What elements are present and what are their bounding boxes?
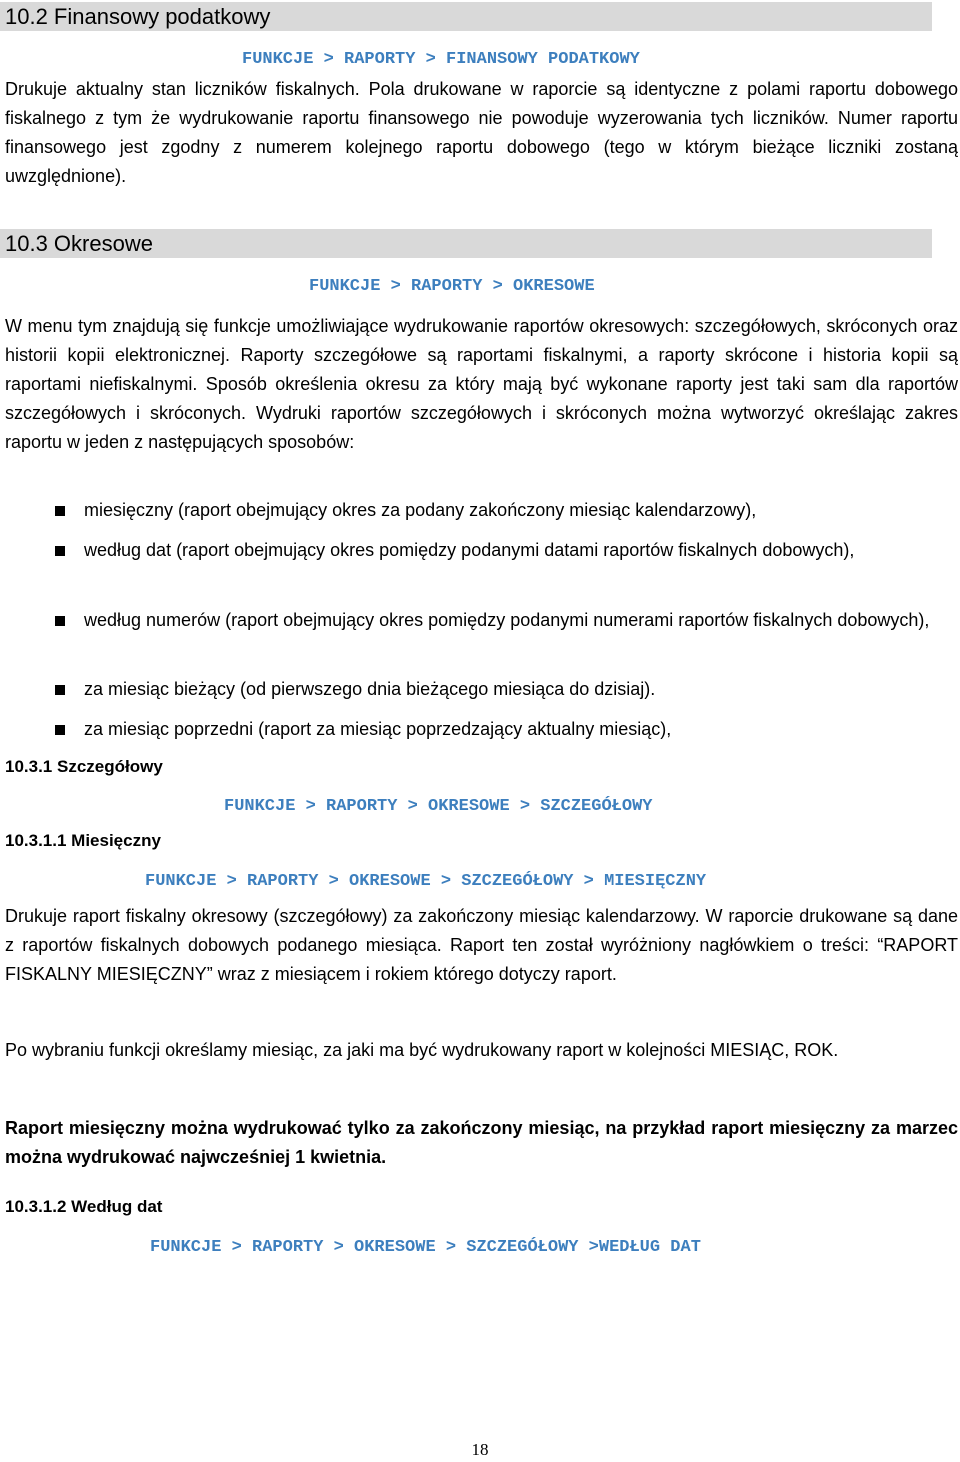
list-item: za miesiąc poprzedni (raport za miesiąc poprzedzający aktualny miesiąc),	[84, 719, 672, 739]
section-title: 10.3 Okresowe	[5, 231, 153, 256]
subsection-title: 10.3.1.1 Miesięczny	[5, 831, 161, 850]
subsection-title: 10.3.1.2 Według dat	[5, 1197, 163, 1216]
paragraph: W menu tym znajdują się funkcje umożliwiające wydrukowanie raportów okresowych: szczegółowych, skróconych oraz historii kopii elektronicznej. Raporty szczegółowe są raportami fiskalnymi, a raporty skrócone i historia kopii są raportami niefiskalnymi. Sposób określenia okresu za który mają być wykonane raporty jest taki sam dla raportów szczegółowych i skróconych. Wydruki raportów szczegółowych i skróconych można wytworzyć określając zakres raportu w jeden z następujących sposobów:	[5, 316, 958, 452]
list-item: według numerów (raport obejmujący okres pomiędzy podanymi numerami raportów fiskalnych dobowych),	[84, 610, 930, 630]
menu-path: FUNKCJE > RAPORTY > FINANSOWY PODATKOWY	[242, 50, 640, 69]
menu-path: FUNKCJE > RAPORTY > OKRESOWE	[309, 277, 595, 296]
paragraph: Drukuje aktualny stan liczników fiskalnych. Pola drukowane w raporcie są identyczne z polami raportu dobowego fiskalnego z tym że wydrukowanie raportu finansowego nie powoduje wyzerowania tych liczników. Numer raportu finansowego jest zgodny z numerem kolejnego raportu dobowego (tego w którym bieżące liczniki zostaną uwzględnione).	[5, 79, 958, 186]
menu-path: FUNKCJE > RAPORTY > OKRESOWE > SZCZEGÓŁOWY > MIESIĘCZNY	[145, 872, 707, 891]
note-paragraph: Raport miesięczny można wydrukować tylko za zakończony miesiąc, na przykład raport miesięczny za marzec można wydrukować najwcześniej 1 kwietnia.	[5, 1118, 958, 1167]
section-title: 10.2 Finansowy podatkowy	[5, 4, 271, 29]
menu-path: FUNKCJE > RAPORTY > OKRESOWE > SZCZEGÓŁOWY >WEDŁUG DAT	[150, 1238, 701, 1257]
section-heading-band	[0, 2, 932, 31]
bullet-square-icon	[55, 616, 65, 626]
list-item: według dat (raport obejmujący okres pomiędzy podanymi datami raportów fiskalnych dobowych),	[84, 540, 855, 560]
subsection-title: 10.3.1 Szczegółowy	[5, 757, 163, 776]
list-item: miesięczny (raport obejmujący okres za podany zakończony miesiąc kalendarzowy),	[84, 500, 757, 520]
bullet-square-icon	[55, 725, 65, 735]
page-number: 18	[471, 1440, 489, 1459]
bullet-square-icon	[55, 546, 65, 556]
paragraph: Drukuje raport fiskalny okresowy (szczegółowy) za zakończony miesiąc kalendarzowy. W raporcie drukowane są dane z raportów fiskalnych dobowych podanego miesiąca. Raport ten został wyróżniony nagłówkiem o treści: “RAPORT FISKALNY MIESIĘCZNY” wraz z miesiącem i rokiem którego dotyczy raport.	[5, 906, 958, 984]
menu-path: FUNKCJE > RAPORTY > OKRESOWE > SZCZEGÓŁOWY	[224, 797, 653, 816]
paragraph: Po wybraniu funkcji określamy miesiąc, za jaki ma być wydrukowany raport w kolejności MIESIĄC, ROK.	[5, 1040, 839, 1060]
bullet-square-icon	[55, 685, 65, 695]
list-item: za miesiąc bieżący (od pierwszego dnia bieżącego miesiąca do dzisiaj).	[84, 679, 656, 699]
bullet-square-icon	[55, 506, 65, 516]
section-heading-band	[0, 229, 932, 258]
